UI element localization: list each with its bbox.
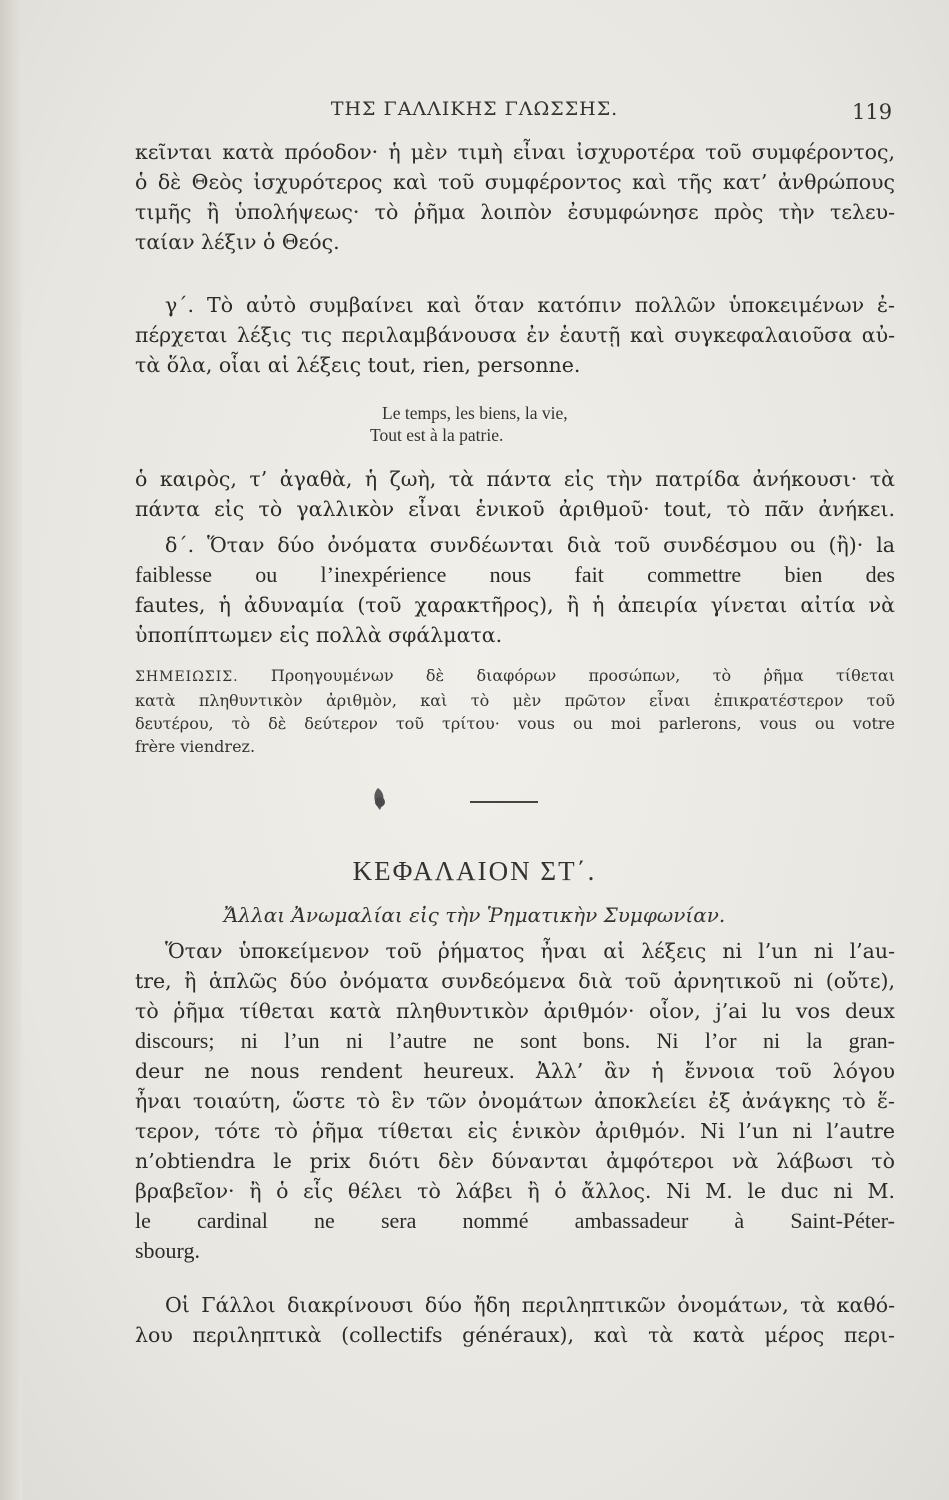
text-line: Ὅταν ὑποκείμενον τοῦ ῥήματος ἦναι αἱ λέξεις ni l’un ni l’au- bbox=[165, 939, 895, 963]
text-line: faiblesse ou l’inexpérience nous fait commettre bien des bbox=[135, 562, 895, 587]
text-line: δ΄. Ὅταν δύο ὀνόματα συνδέωνται διὰ τοῦ συνδέσμου ou (ἢ)· la bbox=[165, 533, 895, 557]
note-label: ΣΗΜΕΙΩΣΙΣ. bbox=[135, 669, 239, 685]
running-title: ΤΗΣ ΓΑΛΛΙΚΗΣ ΓΛΩΣΣΗΣ. bbox=[330, 98, 619, 120]
chapter-title: ΚΕΦΑΛΑΙΟΝ ΣΤ΄. bbox=[352, 856, 597, 886]
text-line: πάντα εἰς τὸ γαλλικὸν εἶναι ἑνικοῦ ἀριθμοῦ· tout, τὸ πᾶν ἀνήκει. bbox=[135, 497, 895, 521]
text-line: fautes, ἡ ἀδυναμία (τοῦ χαρακτῆρος), ἢ ἡ ἀπειρία γίνεται αἰτία νὰ bbox=[135, 593, 895, 617]
text-line: πέρχεται λέξις τις περιλαμβάνουσα ἐν ἑαυτῇ καὶ συγκεφαλαιοῦσα αὐ- bbox=[135, 323, 895, 347]
paragraph-5 bbox=[135, 936, 895, 1266]
note-line: frère viendrez. bbox=[135, 737, 256, 756]
text-line: τὰ ὅλα, οἷαι αἱ λέξεις tout, rien, personne. bbox=[135, 353, 581, 377]
text-line: sbourg. bbox=[135, 1238, 200, 1263]
text-line: γ΄. Τὸ αὐτὸ συμβαίνει καὶ ὅταν κατόπιν πολλῶν ὑποκειμένων ἐ- bbox=[165, 293, 895, 317]
note-line: κατὰ πληθυντικὸν ἀριθμὸν, καὶ τὸ μὲν πρῶτον εἶναι ἐπικρατέστερον τοῦ bbox=[135, 691, 895, 710]
divider-ornament-icon bbox=[350, 780, 550, 820]
text-line: discours; ni l’un ni l’autre ne sont bons. Ni l’or ni la gran- bbox=[135, 1028, 895, 1053]
paragraph-4 bbox=[135, 530, 895, 650]
page-fold-shadow bbox=[0, 0, 22, 1500]
text-line: τερον, τότε τὸ ῥῆμα τίθεται εἰς ἑνικὸν ἀριθμόν. Ni l’un ni l’autre bbox=[135, 1119, 895, 1143]
chapter-subtitle: Ἄλλαι Ἀνωμαλίαι εἰς τὴν Ῥηματικὴν Συμφωνίαν. bbox=[223, 903, 726, 927]
text-line: ταίαν λέξιν ὁ Θεός. bbox=[135, 230, 340, 254]
note-text: Προηγουμένων δὲ διαφόρων προσώπων, τὸ ῥῆμα τίθεται bbox=[270, 666, 896, 685]
text-line: tre, ἢ ἁπλῶς δύο ὀνόματα συνδεόμενα διὰ τοῦ ἀρνητικοῦ ni (οὔτε), bbox=[135, 969, 895, 993]
paragraph-6 bbox=[135, 1290, 895, 1350]
text-line: ὁ δὲ Θεὸς ἰσχυρότερος καὶ τοῦ συμφέροντος καὶ τῆς κατ’ ἀνθρώπους bbox=[135, 170, 895, 194]
paragraph-2 bbox=[135, 290, 895, 380]
text-line: ὑποπίπτωμεν εἰς πολλὰ σφάλματα. bbox=[135, 623, 503, 647]
text-line: Οἱ Γάλλοι διακρίνουσι δύο ἤδη περιληπτικῶν ὀνομάτων, τὰ καθό- bbox=[165, 1293, 895, 1317]
text-line: κεῖνται κατὰ πρόοδον· ἡ μὲν τιμὴ εἶναι ἰσχυροτέρα τοῦ συμφέροντος, bbox=[135, 140, 895, 164]
note-line bbox=[135, 664, 895, 689]
note-block bbox=[135, 664, 895, 758]
page-number: 119 bbox=[852, 100, 893, 124]
paragraph-3 bbox=[135, 464, 895, 524]
text-line: deur ne nous rendent heureux. Ἀλλ’ ἂν ἡ ἔννοια τοῦ λόγου bbox=[135, 1059, 895, 1083]
text-line: le cardinal ne sera nommé ambassadeur à Saint-Péter- bbox=[135, 1208, 895, 1233]
verse-line: Le temps, les biens, la vie, bbox=[382, 403, 568, 423]
text-line: λου περιληπτικὰ (collectifs généraux), καὶ τὰ κατὰ μέρος περι- bbox=[135, 1323, 895, 1347]
text-line: τιμῆς ἢ ὑπολήψεως· τὸ ῥῆμα λοιπὸν ἐσυμφώνησε πρὸς τὴν τελευ- bbox=[135, 200, 895, 224]
text-line: ὁ καιρὸς, τ’ ἀγαθὰ, ἡ ζωὴ, τὰ πάντα εἰς τὴν πατρίδα ἀνήκουσι· τὰ bbox=[135, 467, 895, 491]
text-line: βραβεῖον· ἢ ὁ εἷς θέλει τὸ λάβει ἢ ὁ ἄλλος. Ni M. le duc ni M. bbox=[135, 1179, 895, 1203]
verse-quote bbox=[370, 402, 568, 446]
note-line: δευτέρου, τὸ δὲ δεύτερον τοῦ τρίτου· vous ou moi parlerons, vous ou votre bbox=[135, 714, 895, 733]
text-line: ἦναι τοιαύτη, ὥστε τὸ ἓν τῶν ὀνομάτων ἀποκλείει ἐξ ἀνάγκης τὸ ἕ- bbox=[135, 1089, 895, 1113]
text-line: n’obtiendra le prix διότι δὲν δύνανται ἀμφότεροι νὰ λάβωσι τὸ bbox=[135, 1149, 895, 1173]
verse-line: Tout est à la patrie. bbox=[370, 425, 504, 445]
text-line: τὸ ῥῆμα τίθεται κατὰ πληθυντικὸν ἀριθμόν· οἷον, j’ai lu vos deux bbox=[135, 999, 895, 1023]
paragraph-1 bbox=[135, 137, 895, 257]
